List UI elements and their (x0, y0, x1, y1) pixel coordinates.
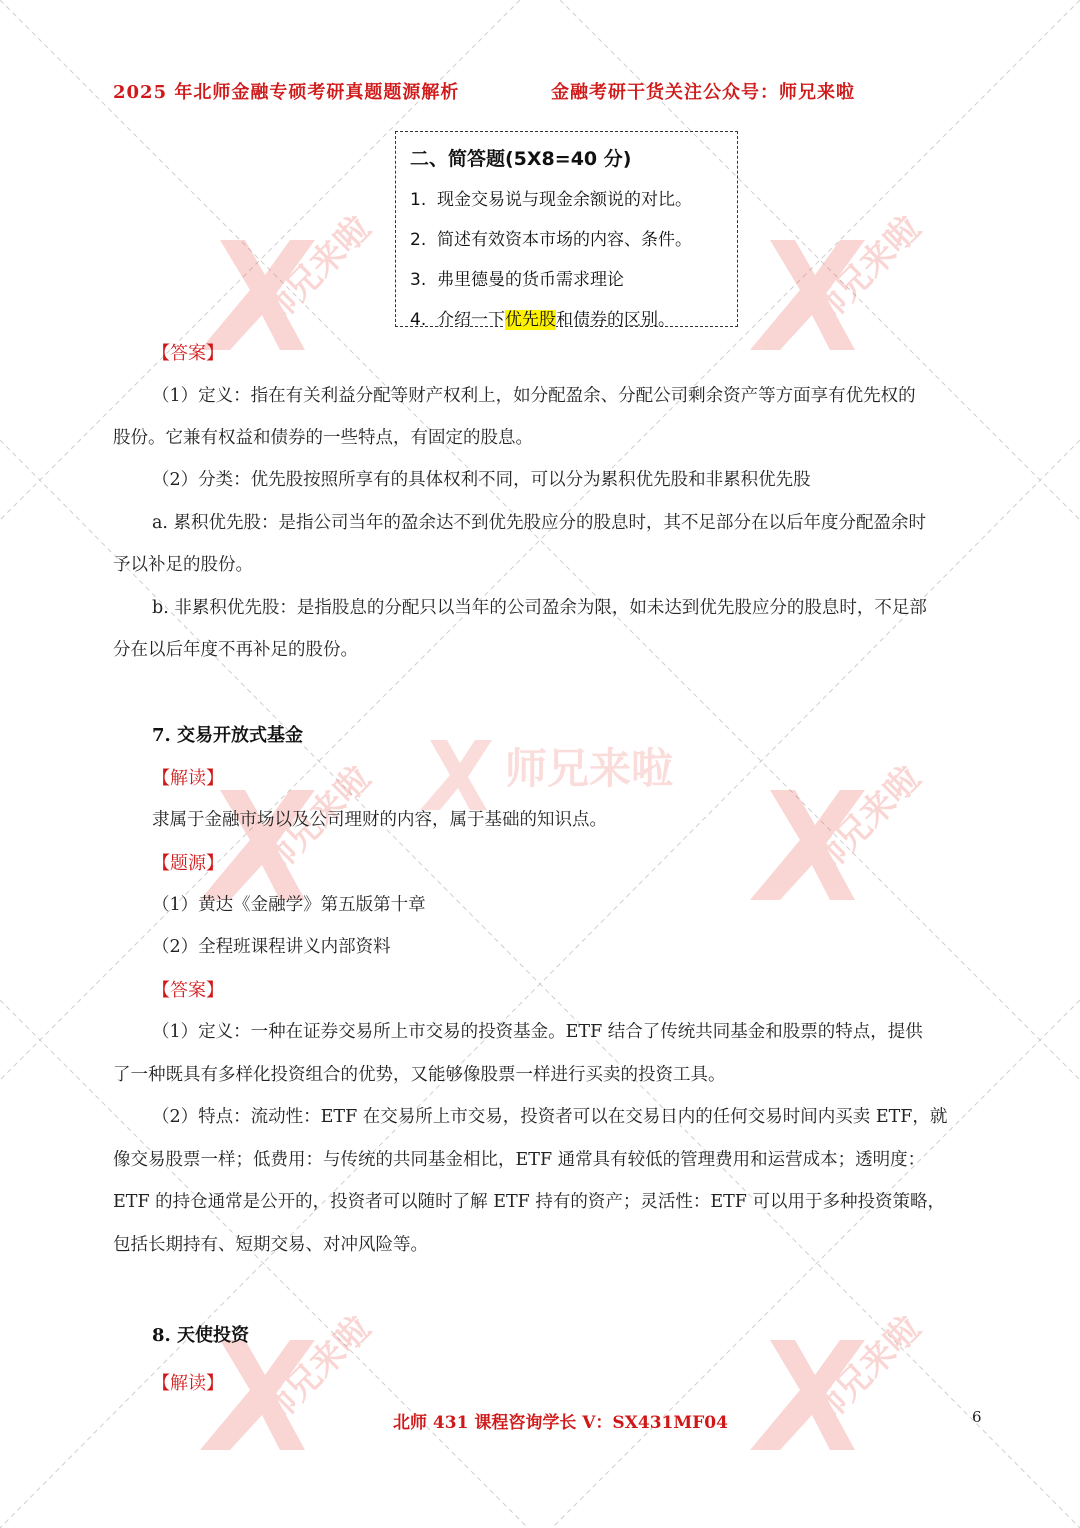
paragraph-line: 分在以后年度不再补足的股份。 (113, 640, 358, 660)
paragraph-line: b. 非累积优先股：是指股息的分配只以当年的公司盈余为限，如未达到优先股应分的股息时，不足部 (152, 598, 927, 618)
answer-tag: 【答案】 (152, 343, 224, 364)
question-item: 3. 弗里德曼的货币需求理论 (410, 270, 624, 290)
svg-text:师兄来啦: 师兄来啦 (505, 744, 674, 793)
paragraph-line: （2）特点：流动性：ETF 在交易所上市交易，投资者可以在交易日内的任何交易时间内买卖 ETF，就 (152, 1107, 948, 1127)
section-heading: 8. 天使投资 (152, 1325, 250, 1346)
header-title: 2025 年北师金融专硕考研真题题源解析 (113, 82, 460, 103)
interpret-tag: 【解读】 (152, 1373, 224, 1394)
page-number: 6 (972, 1408, 982, 1426)
paragraph-line: ETF 的持仓通常是公开的，投资者可以随时了解 ETF 持有的资产；灵活性：ETF 可以用于多种投资策略， (113, 1192, 946, 1212)
interpret-tag: 【解读】 (152, 768, 224, 789)
paragraph-line: 包括长期持有、短期交易、对冲风险等。 (113, 1235, 428, 1255)
question-item: 4. 介绍一下优先股和债券的区别。 (410, 310, 675, 330)
source-line: （1）黄达《金融学》第五版第十章 (152, 895, 426, 915)
paragraph-line: 予以补足的股份。 (113, 555, 253, 575)
svg-text:师兄来啦: 师兄来啦 (803, 758, 929, 883)
footer-contact: 北师 431 课程咨询学长 V：SX431MF04 (393, 1413, 728, 1433)
highlighted-term: 优先股 (505, 310, 556, 330)
paragraph-line: a. 累积优先股：是指公司当年的盈余达不到优先股应分的股息时，其不足部分在以后年度分配盈余时 (152, 513, 927, 533)
svg-text:师兄来啦: 师兄来啦 (253, 758, 379, 883)
question-item: 2. 简述有效资本市场的内容、条件。 (410, 230, 692, 250)
header-wechat-note: 金融考研干货关注公众号：师兄来啦 (551, 82, 855, 103)
paragraph-line: （2）分类：优先股按照所享有的具体权利不同，可以分为累积优先股和非累积优先股 (152, 470, 811, 490)
paragraph-line: 像交易股票一样；低费用：与传统的共同基金相比，ETF 通常具有较低的管理费用和运营成本；透明度： (113, 1150, 926, 1170)
paragraph-line: （1）定义：指在有关利益分配等财产权利上，如分配盈余、分配公司剩余资产等方面享有优先权的 (152, 386, 916, 406)
question-box-title: 二、简答题(5X8=40 分) (410, 148, 632, 170)
watermark-logo (730, 1280, 930, 1484)
question-item: 1. 现金交易说与现金余额说的对比。 (410, 190, 692, 210)
paragraph-line: 隶属于金融市场以及公司理财的内容，属于基础的知识点。 (152, 810, 607, 830)
source-line: （2）全程班课程讲义内部资料 (152, 937, 391, 957)
watermark-logo (730, 180, 930, 384)
svg-text:师兄来啦: 师兄来啦 (803, 1308, 929, 1433)
paragraph-line: 了一种既具有多样化投资组合的优势，又能够像股票一样进行买卖的投资工具。 (113, 1065, 726, 1085)
svg-text:师兄来啦: 师兄来啦 (253, 208, 379, 333)
source-tag: 【题源】 (152, 853, 224, 874)
svg-text:师兄来啦: 师兄来啦 (803, 208, 929, 333)
paragraph-line: （1）定义：一种在证券交易所上市交易的投资基金。ETF 结合了传统共同基金和股票的特点，提供 (152, 1022, 923, 1042)
svg-text:师兄来啦: 师兄来啦 (253, 1308, 379, 1433)
answer-tag: 【答案】 (152, 980, 224, 1001)
exam-question-box (395, 131, 738, 330)
section-heading: 7. 交易开放式基金 (152, 725, 304, 746)
watermark-logo (730, 730, 930, 934)
paragraph-line: 股份。它兼有权益和债券的一些特点，有固定的股息。 (113, 428, 533, 448)
